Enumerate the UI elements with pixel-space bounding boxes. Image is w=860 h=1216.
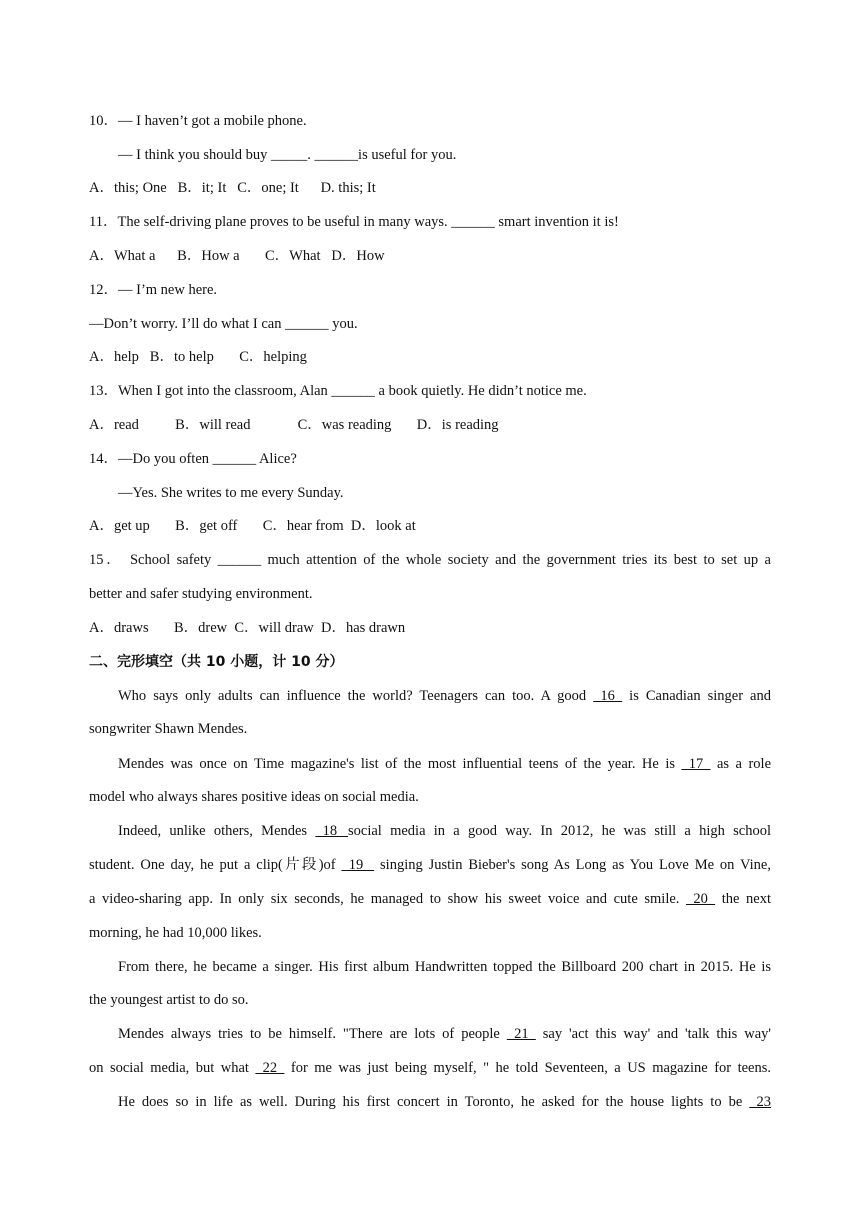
passage-p3-line1: Indeed, unlike others, Mendes 18 social media in a good way. In 2012, he was still a high school	[118, 823, 771, 839]
passage-p4-line1: From there, he became a singer. His first album Handwritten topped the Billboard 200 chart in 2015. He is	[118, 959, 771, 975]
q12-reply: —Don’t worry. I’ll do what I can ______ you.	[89, 316, 358, 332]
blank-16: 16	[593, 688, 623, 704]
q12-options: A．help B．to help C．helping	[89, 349, 307, 365]
q13-stem: 13．When I got into the classroom, Alan ______ a book quietly. He didn’t notice me.	[89, 383, 587, 399]
blank-21: 21	[506, 1026, 536, 1042]
passage-p1-line2: songwriter Shawn Mendes.	[89, 721, 248, 737]
passage-p5-line1: Mendes always tries to be himself. "There are lots of people 21 say 'act this way' and 'talk this way'	[118, 1026, 772, 1042]
q14-stem: 14．—Do you often ______ Alice?	[89, 451, 297, 467]
passage-p3-line2: student. One day, he put a clip(片段)of 19 singing Justin Bieber's song As Long as You Love Me on Vine,	[89, 857, 771, 873]
blank-19: 19	[341, 857, 375, 873]
q10-options: A．this; One B．it; It C．one; It D. this; It	[89, 180, 376, 196]
passage-p2-line2: model who always shares positive ideas on social media.	[89, 789, 419, 805]
q12-stem: 12．— I’m new here.	[89, 282, 218, 298]
passage-p3-line4: morning, he had 10,000 likes.	[89, 925, 262, 941]
q13-options: A．read B．will read C．was reading D．is reading	[89, 417, 499, 433]
q10-stem: 10．— I haven’t got a mobile phone.	[89, 113, 307, 129]
q11-stem: 11．The self-driving plane proves to be useful in many ways. ______ smart invention it is!	[89, 214, 619, 230]
passage-p5-line2: on social media, but what 22 for me was just being myself, " he told Seventeen, a US magazine for teens.	[89, 1060, 771, 1076]
q15-options: A．draws B．drew C．will draw D．has drawn	[89, 620, 406, 636]
passage-p2-line1: Mendes was once on Time magazine's list of the most influential teens of the year. He is 17 as a role	[118, 756, 771, 772]
blank-23: 23	[749, 1094, 771, 1110]
q11-options: A．What a B．How a C．What D．How	[89, 248, 385, 264]
blank-18: 18	[315, 823, 348, 839]
q15-stem-line1: 15． School safety ______ much attention of the whole society and the government tries its best to set up a	[89, 552, 771, 568]
passage-p3-line3: a video-sharing app. In only six seconds, he managed to show his sweet voice and cute smile. 20 the next	[89, 891, 771, 907]
q15-stem-line2: better and safer studying environment.	[89, 586, 313, 602]
q14-reply: —Yes. She writes to me every Sunday.	[118, 485, 344, 501]
section-heading: 二、完形填空（共 10 小题，计 10 分）	[89, 654, 344, 670]
passage-p6-line1: He does so in life as well. During his first concert in Toronto, he asked for the house lights to be 23	[118, 1094, 771, 1110]
blank-20: 20	[686, 891, 716, 907]
passage-p1-line1: Who says only adults can influence the world? Teenagers can too. A good 16 is Canadian singer and	[118, 688, 771, 704]
q14-options: A．get up B．get off C．hear from D．look at	[89, 518, 416, 534]
q10-reply: — I think you should buy _____. ______is useful for you.	[118, 147, 457, 163]
blank-22: 22	[255, 1060, 285, 1076]
passage-p4-line2: the youngest artist to do so.	[89, 992, 249, 1008]
blank-17: 17	[681, 756, 711, 772]
